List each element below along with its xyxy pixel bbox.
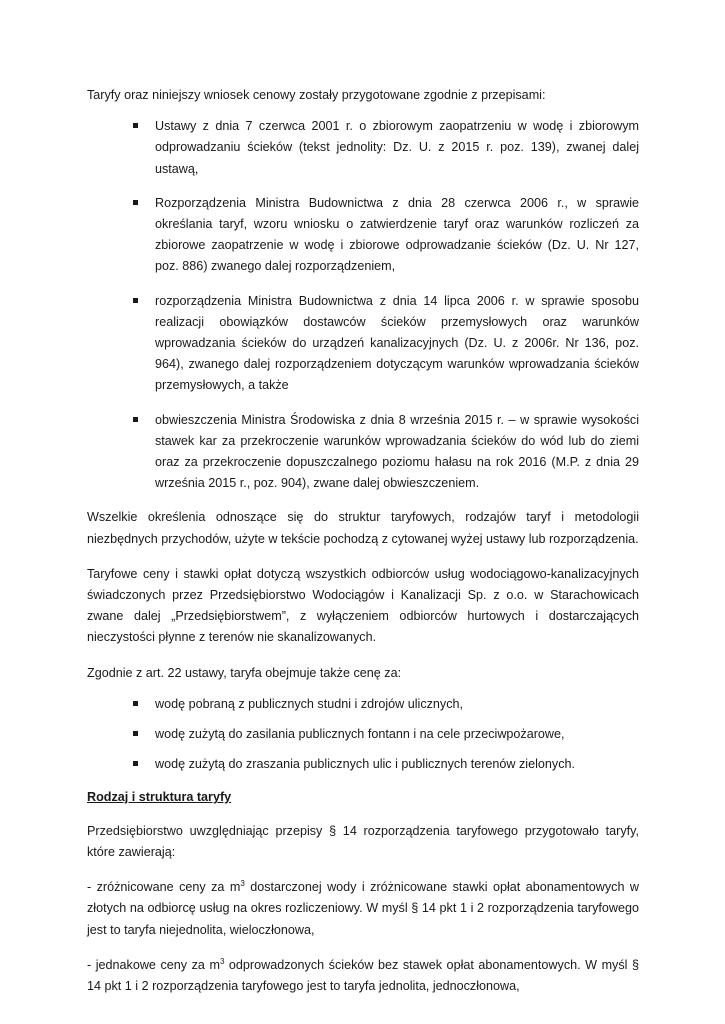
water-tariff-paragraph	[87, 877, 639, 941]
list-item-text: obwieszczenia Ministra Środowiska z dnia 8 września 2015 r. – w sprawie wysokości stawek kar za przekroczenie warunków wprowadzania ścieków do wód lub do ziemi oraz za przekroczenie dopuszczalnego poziomu hałasu na rok 2016 (M.P. z dnia 29 września 2015 r., poz. 904), zwane dalej obwieszczeniem.	[155, 412, 639, 491]
list-item-text: Ustawy z dnia 7 czerwca 2001 r. o zbiorowym zaopatrzeniu w wodę i zbiorowym odprowadzaniu ścieków (tekst jednolity: Dz. U. z 2015 r. poz. 139), zwanej dalej ustawą,	[155, 119, 639, 176]
square-bullet-icon	[133, 200, 138, 205]
square-bullet-icon	[133, 123, 138, 128]
list-item-text: rozporządzenia Ministra Budownictwa z dnia 14 lipca 2006 r. w sprawie sposobu realizacji obowiązków dostawców ścieków przemysłowych oraz warunków wprowadzania ścieków do urządzeń kanalizacyjnych (Dz. U. z 2006r. Nr 136, poz. 964), zwanego dalej rozporządzeniem dotyczącym warunków wprowadzania ścieków przemysłowych, a także	[155, 293, 639, 393]
list-item-text: wodę pobraną z publicznych studni i zdrojów ulicznych,	[155, 696, 464, 711]
sewage-tariff-text-start: - jednakowe ceny za m	[87, 957, 220, 972]
water-tariff-text-start: - zróżnicowane ceny za m	[87, 880, 241, 895]
sewage-tariff-text-end: odprowadzonych ścieków bez stawek opłat abonamentowych. W myśl § 14 pkt 1 i 2 rozporządzenia taryfowego jest to taryfa jednolita, jednoczłonowa,	[87, 957, 639, 993]
list-item	[87, 724, 639, 745]
sewage-tariff-paragraph	[87, 955, 639, 997]
structure-paragraph: Przedsiębiorstwo uwzględniając przepisy § 14 rozporządzenia taryfowego przygotowało taryfy, które zawierają:	[87, 823, 639, 859]
square-bullet-icon	[133, 761, 138, 766]
list-item	[87, 694, 639, 715]
list-item-text: Rozporządzenia Ministra Budownictwa z dnia 28 czerwca 2006 r., w sprawie określania taryf, wzoru wniosku o zatwierdzenie taryf oraz warunków rozliczeń za zbiorowe zaopatrzenie w wodę i zbiorowe odprowadzanie ścieków (Dz. U. Nr 127, poz. 886) zwanego dalej rozporządzeniem,	[155, 195, 639, 274]
intro-paragraph: Taryfy oraz niniejszy wniosek cenowy zostały przygotowane zgodnie z przepisami:	[87, 88, 546, 102]
superscript: 3	[240, 878, 245, 888]
square-bullet-icon	[133, 701, 138, 706]
list-item	[87, 410, 639, 495]
list-item	[87, 754, 639, 775]
list-item-text: wodę zużytą do zraszania publicznych ulic i publicznych terenów zielonych.	[155, 757, 576, 772]
list-item-text: wodę zużytą do zasilania publicznych fontann i na cele przeciwpożarowe,	[155, 727, 565, 742]
document-page	[87, 85, 639, 1011]
superscript: 3	[219, 956, 225, 966]
art22-paragraph: Zgodnie z art. 22 ustawy, taryfa obejmuje także cenę za:	[87, 665, 402, 680]
square-bullet-icon	[133, 298, 138, 303]
square-bullet-icon	[133, 417, 138, 422]
scope-paragraph: Taryfowe ceny i stawki opłat dotyczą wszystkich odbiorców usług wodociągowo-kanalizacyjnych świadczonych przez Przedsiębiorstwo Wodociągów i Kanalizacji Sp. z o.o. w Starachowicach zwane dalej „Przedsiębiorstwem”, z wyłączeniem odbiorców hurtowych i dostarczających nieczystości płynne z terenów nie skanalizowanych.	[87, 566, 639, 645]
list-item	[87, 193, 639, 278]
definitions-paragraph: Wszelkie określenia odnoszące się do struktur taryfowych, rodzajów taryf i metodologii niezbędnych przychodów, użyte w tekście pochodzą z cytowanej wyżej ustawy lub rozporządzenia.	[87, 510, 639, 546]
regulations-list	[87, 116, 639, 494]
section-heading: Rodzaj i struktura taryfy	[87, 790, 232, 805]
art22-list	[87, 694, 639, 776]
list-item	[87, 291, 639, 397]
square-bullet-icon	[133, 731, 138, 736]
water-tariff-text-end: dostarczonej wody i zróżnicowane stawki opłat abonamentowych w złotych na odbiorcę usług na okres rozliczeniowy. W myśl § 14 pkt 1 i 2 rozporządzenia taryfowego jest to taryfa niejednolita, wieloczłonowa,	[87, 880, 639, 937]
list-item	[87, 116, 639, 180]
